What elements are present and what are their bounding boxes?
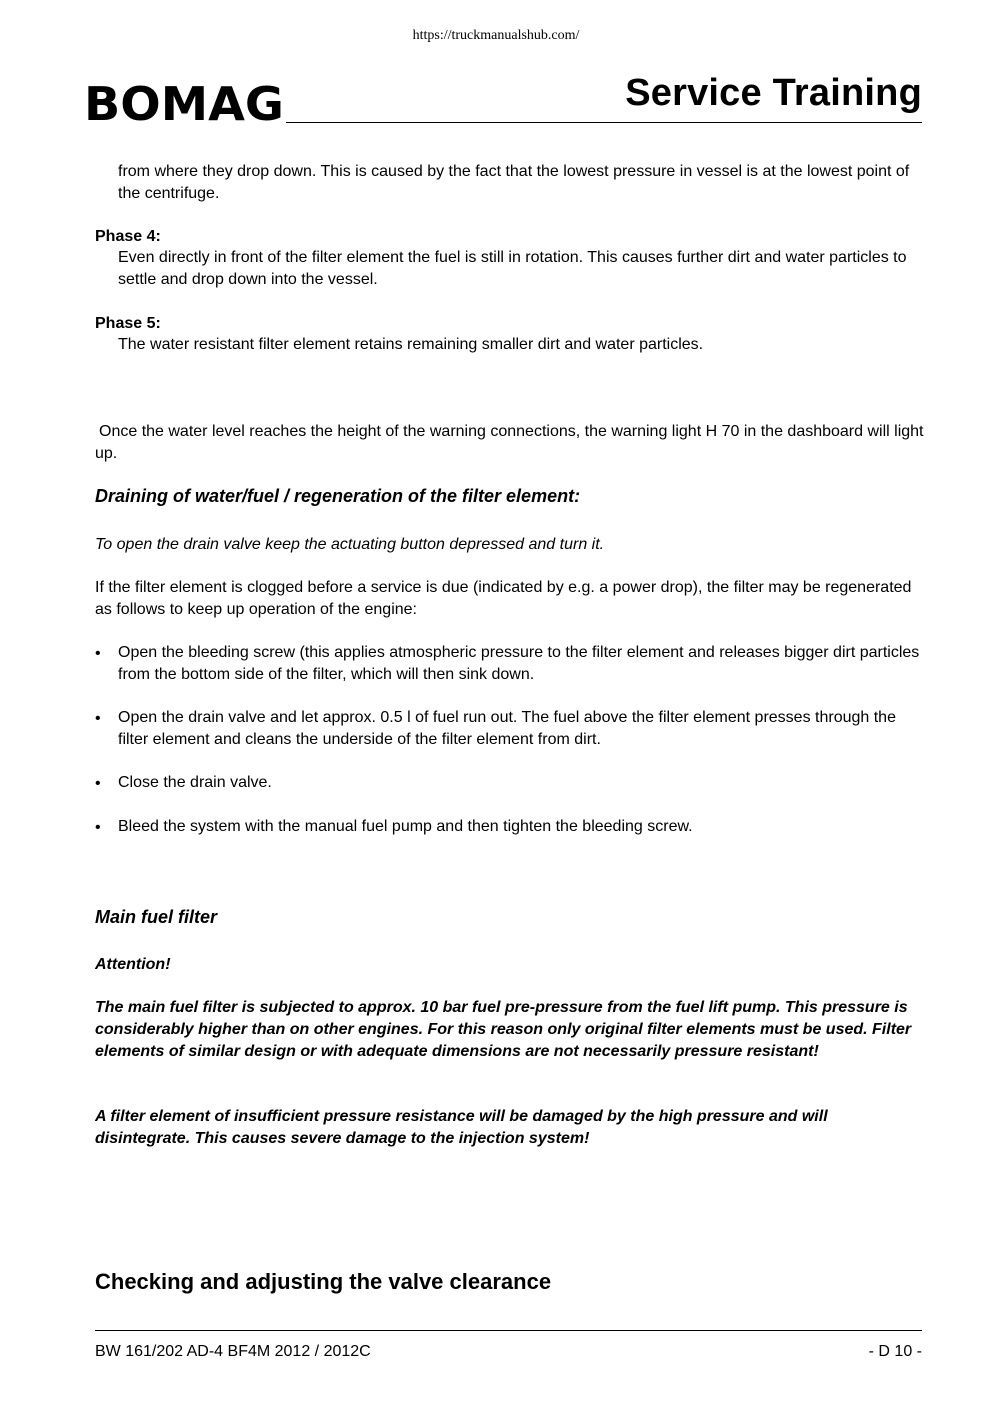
source-url: https://truckmanualshub.com/ xyxy=(412,28,580,43)
bomag-logo xyxy=(84,82,286,124)
phase5-text: The water resistant filter element retains remaining smaller dirt and water particles. xyxy=(118,336,704,353)
bullet-marker: • xyxy=(95,819,101,836)
attention-paragraph-2: A filter element of insufficient pressure resistance will be damaged by the high pressure and will disintegrate. This causes severe damage to the injection system! xyxy=(95,1108,828,1147)
step-2: Open the drain valve and let approx. 0.5 l of fuel run out. The fuel above the filter element presses through the filter element and cleans the underside of the filter element from dirt. xyxy=(118,709,896,748)
phase4-text: Even directly in front of the filter element the fuel is still in rotation. This causes further dirt and water particles to settle and drop down into the vessel. xyxy=(118,249,907,288)
svg-text:BOMAG: BOMAG xyxy=(84,82,284,124)
footer-model: BW 161/202 AD-4 BF4M 2012 / 2012C xyxy=(95,1343,371,1360)
valve-clearance-heading: Checking and adjusting the valve clearance xyxy=(95,1269,552,1294)
header-title: Service Training xyxy=(625,72,922,114)
phase4-label: Phase 4: xyxy=(95,228,161,245)
attention-label: Attention! xyxy=(95,956,171,973)
bullet-marker: • xyxy=(95,645,101,662)
step-3: Close the drain valve. xyxy=(118,774,272,791)
step-1: Open the bleeding screw (this applies atmospheric pressure to the filter element and releases bigger dirt particles from the bottom side of the filter, which will then sink down. xyxy=(118,644,920,683)
water-level-paragraph: Once the water level reaches the height of the warning connections, the warning light H 70 in the dashboard will light up. xyxy=(95,423,924,462)
step-4: Bleed the system with the manual fuel pump and then tighten the bleeding screw. xyxy=(118,818,693,835)
regeneration-intro: If the filter element is clogged before a service is due (indicated by e.g. a power drop), the filter may be regenerated as follows to keep up operation of the engine: xyxy=(95,579,912,618)
main-filter-heading: Main fuel filter xyxy=(95,907,218,927)
phase5-label: Phase 5: xyxy=(95,315,161,332)
bullet-marker: • xyxy=(95,775,101,792)
attention-paragraph-1: The main fuel filter is subjected to approx. 10 bar fuel pre-pressure from the fuel lift pump. This pressure is considerably higher than on other engines. For this reason only original filter elements must be used. Filter elements of similar design or with adequate dimensions are not necessarily pressure resistant! xyxy=(95,999,912,1060)
intro-continuation: from where they drop down. This is caused by the fact that the lowest pressure in vessel is at the lowest point of the centrifuge. xyxy=(118,163,910,202)
header-divider xyxy=(286,122,922,123)
draining-heading: Draining of water/fuel / regeneration of the filter element: xyxy=(95,486,581,506)
page-number: - D 10 - xyxy=(868,1343,922,1360)
drain-instruction: To open the drain valve keep the actuating button depressed and turn it. xyxy=(95,536,605,553)
footer-divider xyxy=(95,1330,922,1331)
bullet-marker: • xyxy=(95,710,101,727)
